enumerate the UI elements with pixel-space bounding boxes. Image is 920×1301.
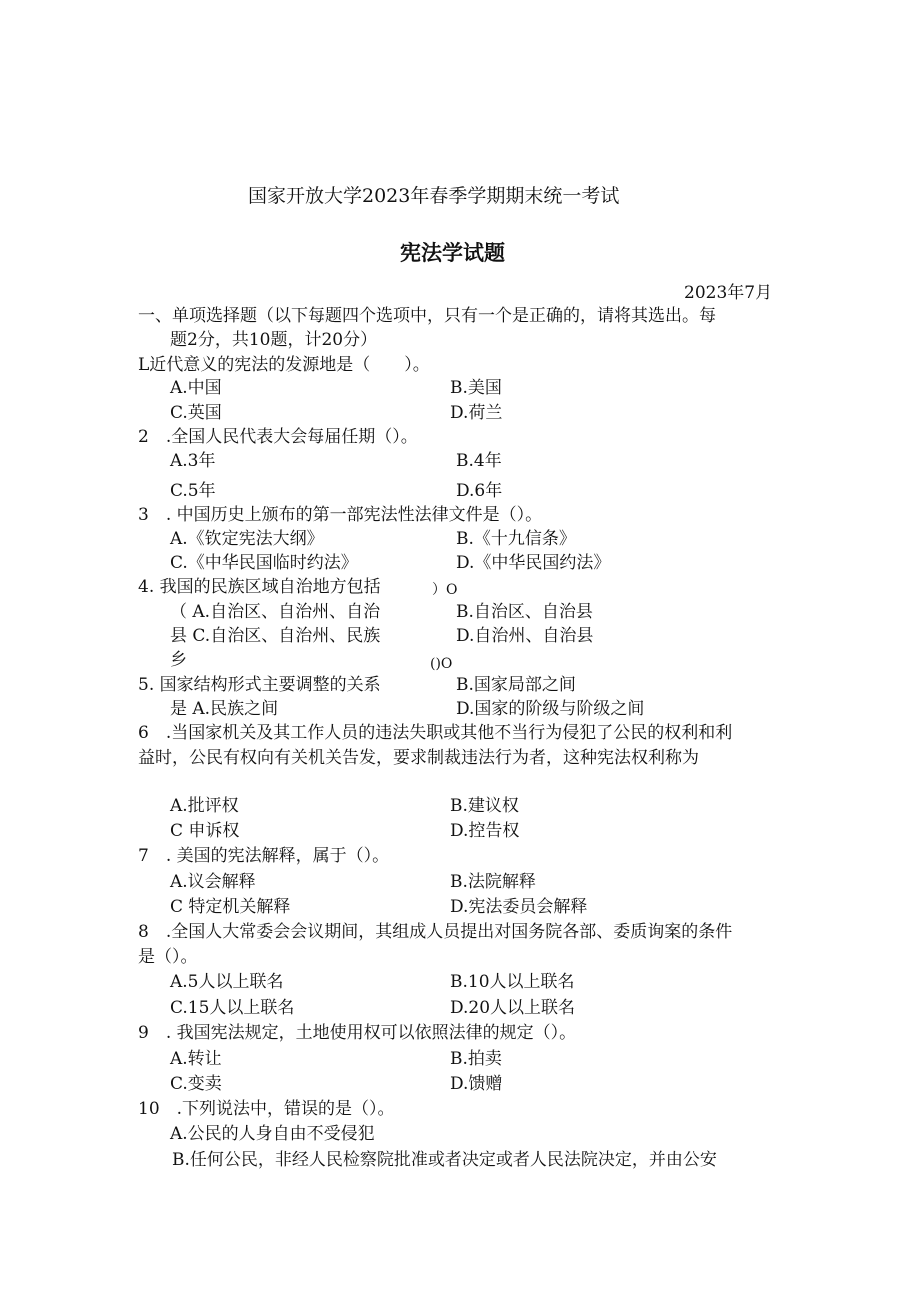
question-2-stem: 2 .全国人民代表大会每届任期（）。 <box>138 427 418 447</box>
question-8-option-c: C.15人以上联名 <box>170 998 295 1018</box>
question-9-stem: 9 . 我国宪法规定，土地使用权可以依照法律的规定（）。 <box>138 1023 577 1043</box>
question-2-option-d: D.6年 <box>456 481 503 501</box>
question-6-stem-cont: 益时，公民有权向有关机关告发，要求制裁违法行为者，这种宪法权利称为 <box>138 748 699 768</box>
question-8-option-d: D.20人以上联名 <box>450 998 576 1018</box>
question-8-option-b: B.10人以上联名 <box>450 972 575 992</box>
question-4-option-b: B.自治区、自治县 <box>456 602 593 622</box>
question-9-option-c: C.变卖 <box>170 1074 222 1094</box>
question-1-option-c: C.英国 <box>170 403 222 423</box>
question-4-stem: 4. 我国的民族区域自治地方包括 <box>138 577 381 597</box>
question-9-option-b: B.拍卖 <box>450 1049 502 1069</box>
question-4-line-c: 县 C.自治区、自治州、民族 <box>170 626 381 646</box>
question-6-option-a: A.批评权 <box>170 796 239 816</box>
question-3-option-b: B.《十九信条》 <box>456 529 576 549</box>
question-5-stem: 5. 国家结构形式主要调整的关系 <box>138 675 381 695</box>
question-7-option-d: D.宪法委员会解释 <box>450 897 588 917</box>
question-5-line-a: 是 A.民族之间 <box>170 699 279 719</box>
subject-title: 宪法学试题 <box>400 241 505 265</box>
question-10-option-b: B.任何公民，非经人民检察院批准或者决定或者人民法院决定，并由公安 <box>172 1150 717 1170</box>
question-1-option-a: A.中国 <box>170 378 222 398</box>
question-8-stem-cont: 是（）。 <box>138 947 198 967</box>
question-6-option-b: B.建议权 <box>450 796 519 816</box>
question-3-option-c: C.《中华民国临时约法》 <box>170 553 358 573</box>
question-2-option-c: C.5年 <box>170 481 216 501</box>
question-7-option-c: C 特定机关解释 <box>170 897 291 917</box>
question-9-option-d: D.馈赠 <box>450 1074 503 1094</box>
question-4-line-end: 乡 <box>170 650 187 670</box>
question-2-option-b: B.4年 <box>456 451 502 471</box>
question-4-line-a: （ A.自治区、自治州、自治 <box>170 602 381 622</box>
question-5-option-b: B.国家局部之间 <box>456 675 576 695</box>
question-7-stem: 7 . 美国的宪法解释，属于（）。 <box>138 846 390 866</box>
exam-title: 国家开放大学2023年春季学期期末统一考试 <box>248 185 620 207</box>
question-9-option-a: A.转让 <box>170 1049 222 1069</box>
question-2-option-a: A.3年 <box>170 451 216 471</box>
question-8-stem: 8 .全国人大常委会会议期间，其组成人员提出对国务院各部、委质询案的条件 <box>138 922 733 942</box>
question-3-option-d: D.《中华民国约法》 <box>456 553 611 573</box>
section-heading: 一、单项选择题（以下每题四个选项中，只有一个是正确的，请将其选出。每 <box>138 306 716 326</box>
question-7-option-b: B.法院解释 <box>450 872 536 892</box>
question-10-stem: 10 .下列说法中，错误的是（）。 <box>138 1099 395 1119</box>
exam-date: 2023年7月 <box>684 283 773 303</box>
question-3-stem: 3 . 中国历史上颁布的第一部宪法性法律文件是（）。 <box>138 505 543 525</box>
question-4-blank-mark: ()O <box>430 656 453 672</box>
question-6-option-d: D.控告权 <box>450 821 520 841</box>
question-10-option-a: A.公民的人身自由不受侵犯 <box>170 1124 375 1144</box>
question-7-option-a: A.议会解释 <box>170 872 256 892</box>
question-6-stem: 6 .当国家机关及其工作人员的违法失职或其他不当行为侵犯了公民的权利和利 <box>138 723 733 743</box>
question-1-stem: L近代意义的宪法的发源地是（ ）。 <box>138 355 430 375</box>
question-1-option-d: D.荷兰 <box>450 403 503 423</box>
section-heading-cont: 题2分，共10题，计20分） <box>170 330 378 350</box>
question-5-option-d: D.国家的阶级与阶级之间 <box>456 699 645 719</box>
question-3-option-a: A.《钦定宪法大纲》 <box>170 529 324 549</box>
question-8-option-a: A.5人以上联名 <box>170 972 284 992</box>
question-4-stem-tail: ）O <box>432 582 458 598</box>
question-6-option-c: C 申诉权 <box>170 821 240 841</box>
question-1-option-b: B.美国 <box>450 378 502 398</box>
question-4-option-d: D.自治州、自治县 <box>456 626 594 646</box>
